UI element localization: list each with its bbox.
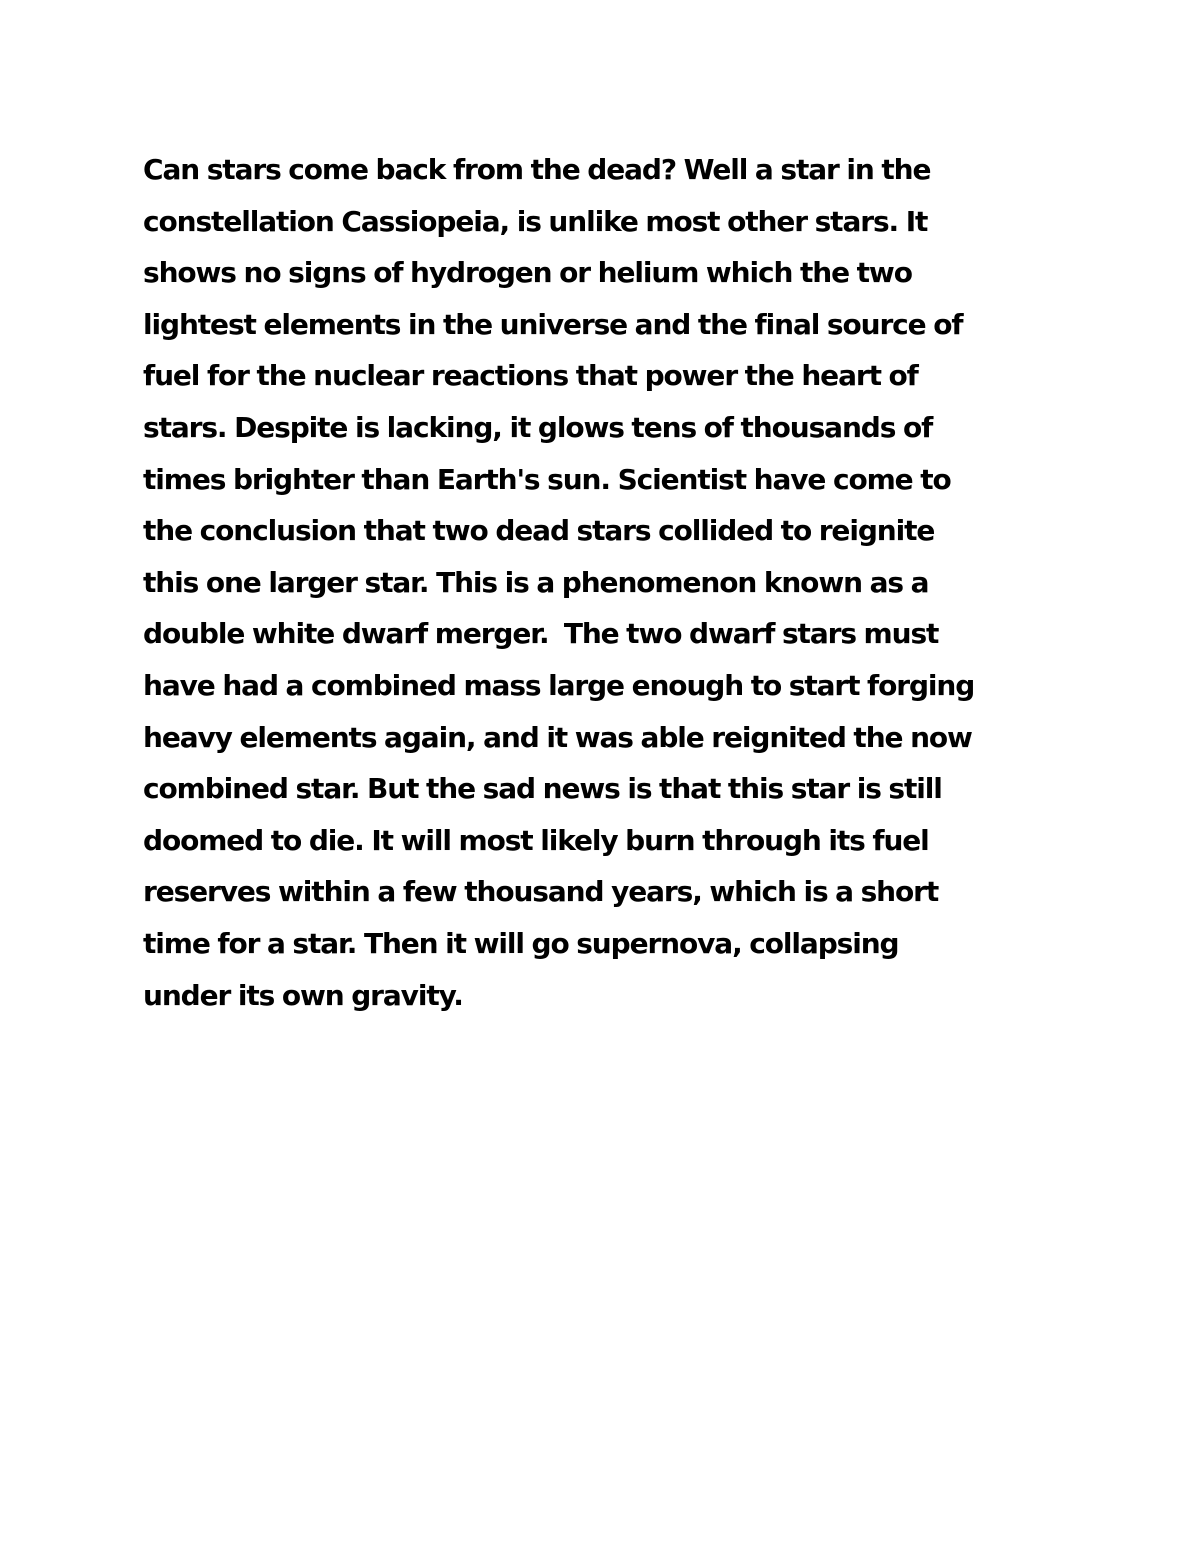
text-line: fuel for the nuclear reactions that power the heart of xyxy=(143,359,918,393)
text-line: under its own gravity. xyxy=(143,978,463,1012)
text-line: times brighter than Earth's sun. Scientist have come to xyxy=(143,462,951,496)
body-paragraph xyxy=(143,144,1073,1021)
text-line: reserves within a few thousand years, which is a short xyxy=(143,875,939,909)
text-line: double white dwarf merger. The two dwarf stars must xyxy=(143,617,939,651)
text-line: have had a combined mass large enough to start forging xyxy=(143,668,975,702)
text-line: heavy elements again, and it was able reignited the now xyxy=(143,720,972,754)
text-line: constellation Cassiopeia, is unlike most other stars. It xyxy=(143,204,928,238)
text-line: the conclusion that two dead stars collided to reignite xyxy=(143,514,935,548)
text-line: shows no signs of hydrogen or helium which the two xyxy=(143,256,912,290)
text-line: time for a star. Then it will go supernova, collapsing xyxy=(143,926,899,960)
text-line: combined star. But the sad news is that this star is still xyxy=(143,772,942,806)
text-line: Can stars come back from the dead? Well a star in the xyxy=(143,153,931,186)
text-line: lightest elements in the universe and the final source of xyxy=(143,307,963,341)
text-line: doomed to die. It will most likely burn through its fuel xyxy=(143,823,929,857)
text-line: stars. Despite is lacking, it glows tens of thousands of xyxy=(143,410,933,444)
text-line: this one larger star. This is a phenomenon known as a xyxy=(143,565,929,599)
